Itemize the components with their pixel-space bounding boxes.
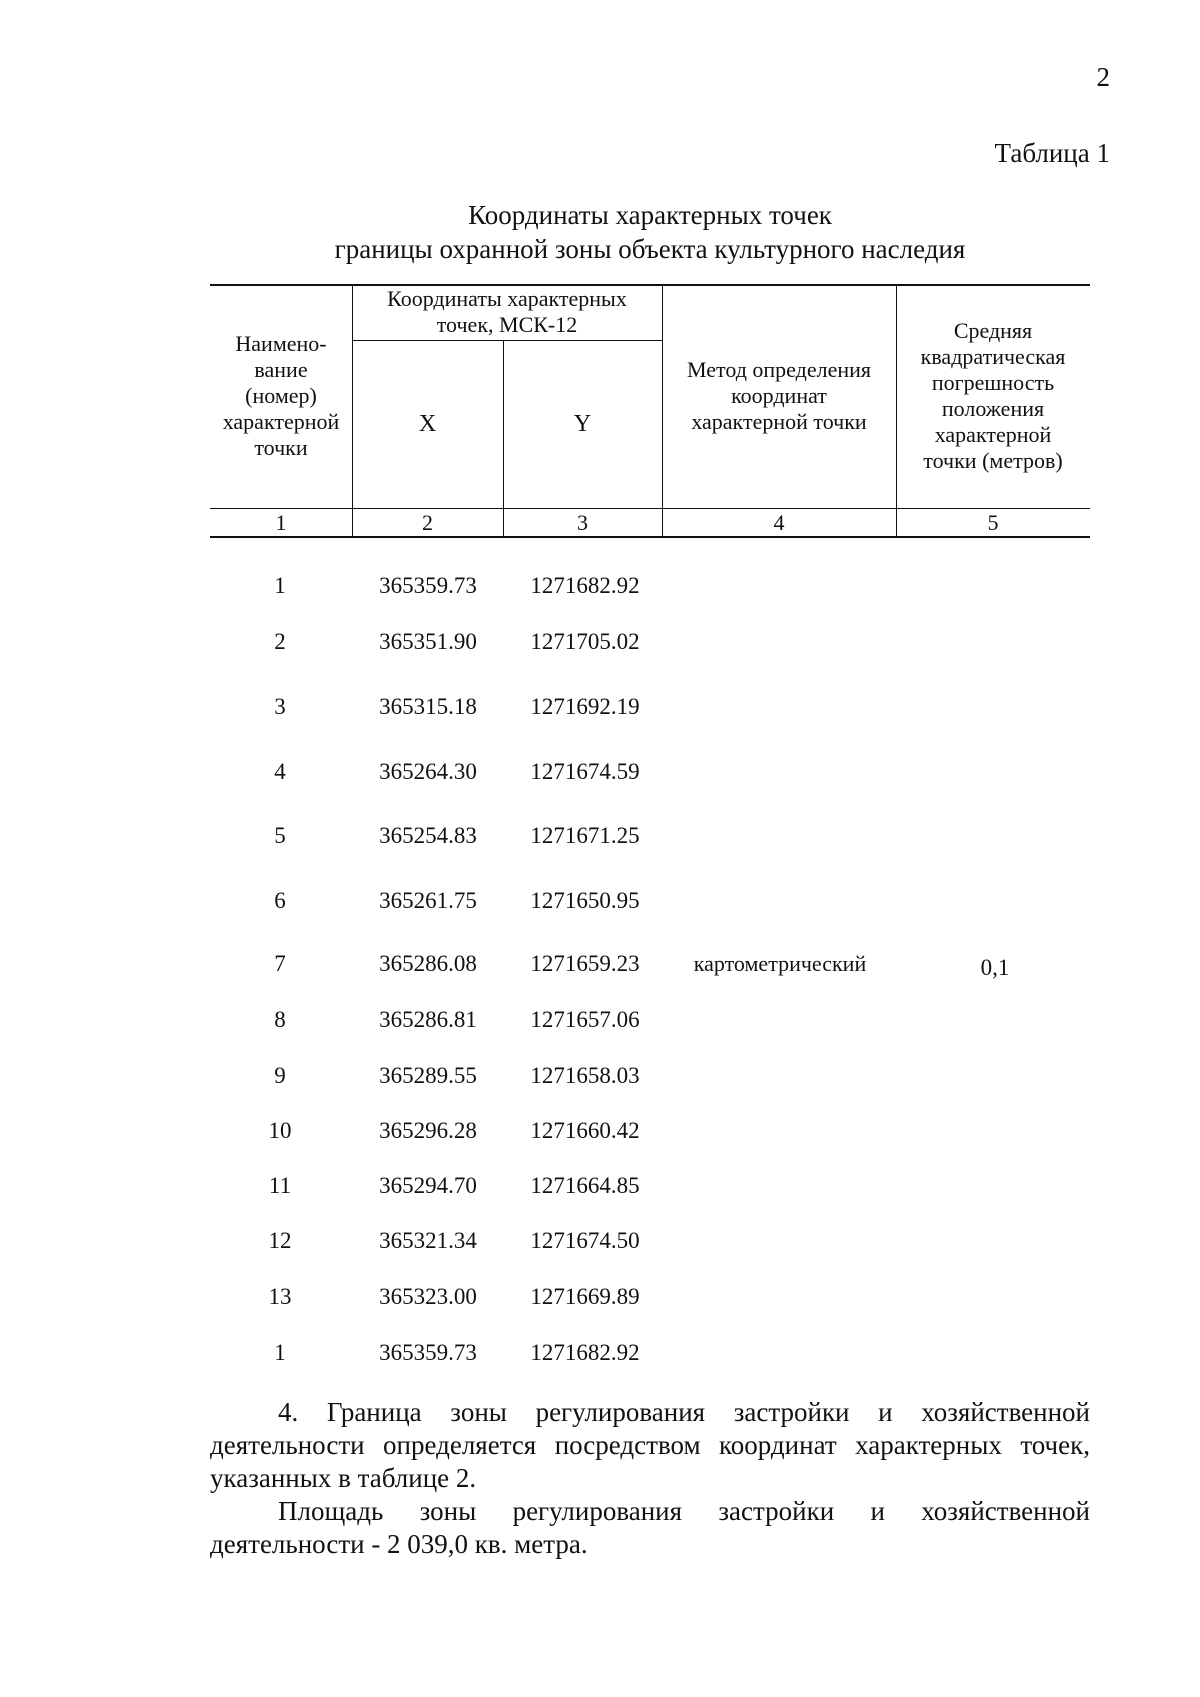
coord-y: 1271659.23 (530, 951, 640, 976)
table-title-line-1: Координаты характерных точек (468, 200, 832, 230)
page-number: 2 (1096, 62, 1110, 92)
header-number-4: 4 (773, 509, 785, 535)
coord-y: 1271674.59 (530, 759, 640, 784)
header-number-1: 1 (275, 509, 287, 535)
coord-x: 365351.90 (379, 629, 477, 654)
coord-y: 1271657.06 (530, 1007, 640, 1032)
header-col-name: Наимено- вание (номер) характерной точки (222, 331, 340, 460)
header-number-2: 2 (422, 509, 433, 535)
coord-x: 365286.08 (379, 951, 477, 976)
coord-y: 1271682.92 (530, 1340, 640, 1365)
paragraph-1: 4. Граница зоны регулирования застройки и хозяйственной деятельности определяется посредством координат характерных точек, указанных в таблице 2. (210, 1397, 1090, 1493)
paragraph-2: Площадь зоны регулирования застройки и хозяйственной деятельности - 2 039,0 кв. метра. (210, 1496, 1090, 1559)
point-number: 11 (268, 1173, 292, 1198)
header-number-5: 5 (987, 509, 999, 535)
coord-x: 365315.18 (379, 694, 477, 719)
point-number: 7 (274, 951, 286, 976)
header-number-3: 3 (577, 509, 588, 535)
coord-x: 365254.83 (379, 823, 477, 848)
point-number: 12 (268, 1228, 292, 1253)
header-col-method: Метод определения координат характерной точки (686, 357, 872, 434)
coord-x: 365289.55 (379, 1063, 477, 1088)
point-number: 2 (274, 629, 286, 654)
coord-y: 1271674.50 (530, 1228, 640, 1253)
header-coords-group: Координаты характерных точек, МСК-12 (387, 286, 627, 337)
coord-x: 365359.73 (379, 573, 477, 598)
point-number: 4 (274, 759, 286, 784)
coord-x: 365264.30 (379, 759, 477, 784)
header-bottom-rule (210, 536, 1090, 538)
error-value: 0,1 (980, 955, 1010, 980)
header-col-x: X (418, 411, 437, 437)
coord-y: 1271692.19 (530, 694, 640, 719)
coord-y: 1271658.03 (530, 1063, 640, 1088)
header-col-y: Y (573, 411, 592, 437)
method-value: картометрический (693, 951, 867, 976)
point-number: 8 (274, 1007, 286, 1032)
point-number: 6 (274, 888, 286, 913)
point-number: 5 (274, 823, 286, 848)
coord-x: 365359.73 (379, 1340, 477, 1365)
coord-y: 1271664.85 (530, 1173, 640, 1198)
header-col-error: Средняя квадратическая погрешность положения характерной точки (метров) (920, 318, 1066, 473)
coord-x: 365321.34 (379, 1228, 477, 1253)
point-number: 1 (274, 573, 286, 598)
table-label: Таблица 1 (994, 138, 1110, 168)
coord-y: 1271669.89 (530, 1284, 640, 1309)
point-number: 1 (274, 1340, 286, 1365)
coord-y: 1271671.25 (530, 823, 640, 848)
table-title-line-2: границы охранной зоны объекта культурного наследия (334, 234, 966, 264)
table-header (210, 284, 1090, 538)
coord-x: 365294.70 (379, 1173, 477, 1198)
coord-x: 365286.81 (379, 1007, 477, 1032)
point-number: 9 (274, 1063, 286, 1088)
coord-x: 365296.28 (379, 1118, 477, 1143)
point-number: 3 (274, 694, 286, 719)
point-number: 10 (268, 1118, 292, 1143)
coord-y: 1271682.92 (530, 573, 640, 598)
point-number: 13 (268, 1284, 292, 1309)
coord-y: 1271660.42 (530, 1118, 640, 1143)
coord-y: 1271650.95 (530, 888, 640, 913)
table-title (200, 198, 1100, 266)
coord-x: 365323.00 (379, 1284, 477, 1309)
coord-x: 365261.75 (379, 888, 477, 913)
coord-y: 1271705.02 (530, 629, 640, 654)
